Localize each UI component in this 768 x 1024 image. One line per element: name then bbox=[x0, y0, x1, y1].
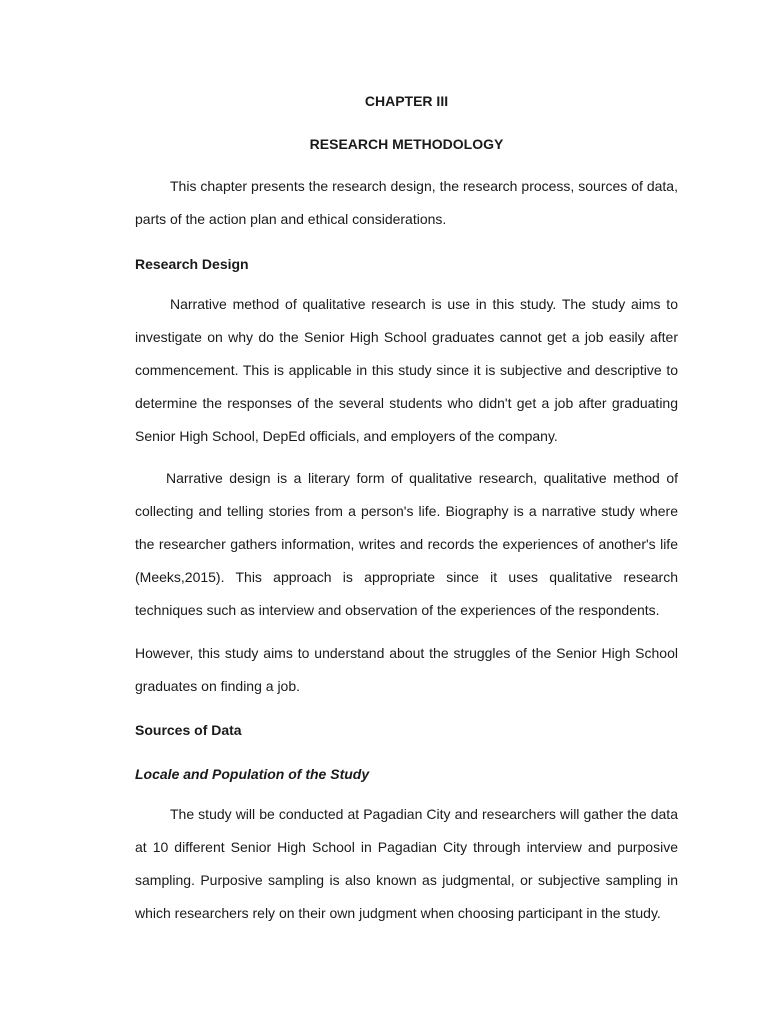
page-title: RESEARCH METHODOLOGY bbox=[309, 136, 504, 152]
research-design-paragraph-1: Narrative method of qualitative research is use in this study. The study aims to investigate on why do the Senior High School graduates cannot get a job easily after commencement. This is applicable in this study since it is subjective and descriptive to determine the responses of the several students who didn't get a job after graduating Senior High School, DepEd officials, and employers of the company. bbox=[135, 296, 678, 444]
chapter-label: CHAPTER III bbox=[364, 93, 449, 109]
intro-paragraph: This chapter presents the research design, the research process, sources of data, parts of the action plan and ethical considerations. bbox=[135, 178, 678, 227]
locale-population-paragraph: The study will be conducted at Pagadian City and researchers will gather the data at 10 different Senior High School in Pagadian City through interview and purposive sampling. Purposive sampling is also known as judgmental, or subjective sampling in which researchers rely on their own judgment when choosing participant in the study. bbox=[135, 806, 678, 921]
locale-population-subheading: Locale and Population of the Study bbox=[135, 766, 370, 782]
sources-of-data-heading: Sources of Data bbox=[135, 722, 242, 738]
research-design-paragraph-3: However, this study aims to understand about the struggles of the Senior High School graduates on finding a job. bbox=[135, 645, 678, 694]
research-design-paragraph-2: Narrative design is a literary form of qualitative research, qualitative method of collecting and telling stories from a person's life. Biography is a narrative study where the researcher gathers information, writes and records the experiences of another's life (Meeks,2015). This approach is appropriate since it uses qualitative research techniques such as interview and observation of the experiences of the respondents. bbox=[135, 470, 678, 618]
research-design-heading: Research Design bbox=[135, 256, 249, 272]
